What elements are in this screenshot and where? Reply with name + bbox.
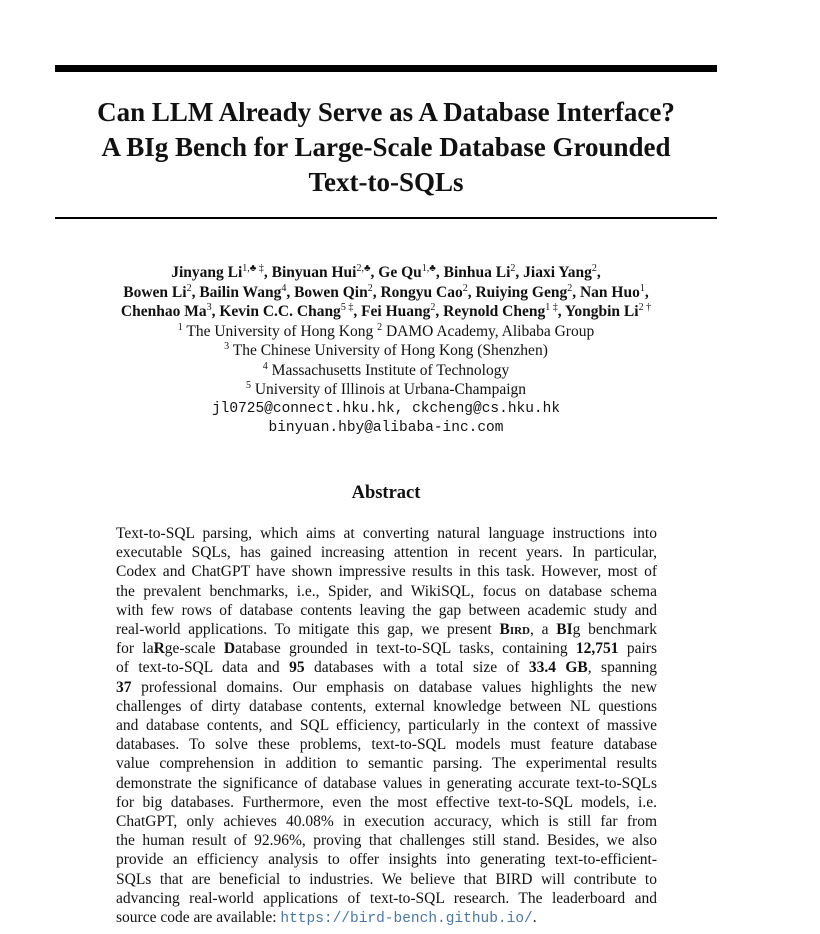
title-line: Can LLM Already Serve as A Database Interface? — [97, 97, 675, 127]
title-line: A BIg Bench for Large-Scale Database Grounded — [101, 132, 671, 162]
abstract-line: executable SQLs, has gained increasing attention in recent years. In particular, — [116, 544, 657, 562]
author-block — [55, 263, 717, 439]
author-sup: 1,♣ ‡ — [242, 262, 264, 274]
author-sup: 2 — [186, 282, 192, 294]
abstract-line — [116, 908, 657, 929]
author-line: Bowen Li$^2$, Bailin Wang$^4$, Bowen Qin$^2$, Rongyu Cao$^2$, Ruiying Geng$^2$, Nan Huo$^1$, — [123, 282, 649, 301]
abstract-line: provide an efficiency analysis to offer insights into generating text-to-efficient- — [116, 851, 657, 869]
text-run: , a — [530, 621, 557, 639]
abstract-line: Codex and ChatGPT have shown impressive results in this task. However, most of — [116, 563, 657, 581]
author-name: Kevin C.C. Chang — [219, 303, 341, 320]
author-sup: 1,♣ — [421, 262, 436, 274]
affiliation: The Chinese University of Hong Kong (Shenzhen) — [232, 342, 548, 359]
affiliation: The University of Hong Kong — [186, 322, 374, 340]
author-sup: 2 — [567, 282, 573, 294]
author-name: Reynold Cheng — [443, 303, 546, 320]
author-sup: 1 ‡ — [545, 301, 558, 313]
abstract-line: challenges of dirty database contents, external knowledge between NL questions — [116, 697, 657, 715]
text-run: databases with a total size of — [304, 659, 529, 677]
author-name: Bailin Wang — [199, 283, 282, 301]
bold-run: 95 — [289, 659, 305, 677]
bold-run: 33.4 GB — [528, 659, 588, 677]
bold-run: 37 — [116, 678, 132, 696]
title-top-rule — [55, 65, 717, 72]
abstract-heading: Abstract — [351, 483, 421, 503]
affiliation-sup: 1 — [177, 321, 183, 333]
author-name: Binhua Li — [443, 264, 511, 281]
text-run: g benchmark — [572, 621, 658, 639]
abstract-line: the prevalent benchmarks, i.e., Spider, and WikiSQL, focus on database schema — [116, 582, 657, 600]
bird-name: Bird — [499, 621, 530, 639]
affiliation-line — [55, 361, 717, 381]
author-sup: 1 — [639, 282, 645, 294]
abstract-line: value comprehension in addition to semantic parsing. The experimental results — [116, 755, 657, 773]
abstract-line: for big databases. Furthermore, even the most effective text-to-SQL models, i.e. — [116, 793, 657, 811]
affiliation-sup: 5 — [245, 379, 251, 391]
email-line: binyuan.hby@alibaba-inc.com — [268, 420, 504, 436]
author-sup: 5 ‡ — [340, 301, 354, 313]
bold-run: D — [223, 640, 236, 658]
project-link[interactable]: https://bird-bench.github.io/ — [280, 911, 533, 928]
author-line: Jinyang $Li^{1,♣ \ddagger}$, Binyuan Hui$^{2,♣}$, Ge $Qu^{1,♣}$, Binhua Li$^2$, Jiaxi Yang$^2$, — [171, 262, 601, 281]
author-sup: 4 — [281, 282, 287, 294]
abstract-line: databases. To solve these problems, text-to-SQL models must feature database — [116, 736, 657, 754]
abstract-body — [116, 524, 657, 929]
abstract-line: and database contents, and SQL efficiency, particularly in the context of massive — [116, 717, 657, 735]
author-sup: 2,♣ — [356, 262, 371, 274]
affiliation-sup: 2 — [377, 321, 383, 333]
text-run: of text-to-SQL data and — [116, 659, 290, 677]
author-sup: 2 — [510, 262, 516, 274]
affiliation: Massachusetts Institute of Technology — [271, 361, 510, 379]
affiliation-line — [55, 322, 717, 342]
author-sup: 2 — [462, 282, 468, 294]
abstract-line — [116, 658, 657, 677]
abstract-line: with few rows of database contents leaving the gap between academic study and — [116, 601, 657, 619]
affiliation-line — [55, 341, 717, 361]
author-name: Ruiying Geng — [475, 283, 568, 301]
author-sup: 2 — [591, 262, 597, 274]
text-run: professional domains. Our emphasis on database values highlights the new — [131, 678, 657, 696]
author-sup: 3 — [206, 301, 212, 313]
author-line: Chenhao Ma$^3$, Kevin C.C. Chang$^{5 \ddagger}$, Fei Huang$^2$, Reynold Cheng$^{1 \ddagger}$, Yongbin $Li^{2 \dagger}$ — [120, 301, 652, 320]
affiliation-sup: 3 — [224, 340, 230, 352]
author-sup: 2 — [367, 282, 373, 294]
abstract-line: Text-to-SQL parsing, which aims at converting natural language instructions into — [116, 525, 657, 542]
author-name: Bowen Qin — [294, 283, 368, 301]
text-run: , spanning — [587, 659, 658, 677]
abstract-line: SQLs that are beneficial to industries. We believe that BIRD will contribute to — [116, 870, 657, 888]
author-name: Chenhao Ma — [120, 303, 207, 320]
author-name: Jiaxi Yang — [523, 264, 592, 281]
text-run: pairs — [618, 640, 657, 658]
affiliation: DAMO Academy, Alibaba Group — [385, 322, 595, 340]
abstract-line: the human result of 92.96%, proving that challenges still stand. Besides, we also — [116, 832, 657, 850]
title-line: Text-to-SQLs — [308, 167, 464, 197]
author-name: Jinyang Li — [171, 264, 243, 281]
author-name: Yongbin Li — [564, 303, 639, 320]
abstract-line: demonstrate the significance of database values in generating accurate text-to-SQLs — [116, 774, 657, 792]
author-name: Binyuan Hui — [271, 264, 357, 281]
title-bottom-rule — [55, 217, 717, 219]
affiliation-sup: 4 — [262, 360, 268, 372]
author-sup: 2 — [430, 301, 436, 313]
email-line: jl0725@connect.hku.hk, ckcheng@cs.hku.hk — [211, 400, 561, 417]
abstract-line — [116, 620, 657, 639]
bold-run: BI — [556, 621, 573, 639]
author-name: Rongyu Cao — [380, 283, 463, 301]
author-name: Ge Qu — [378, 264, 422, 281]
author-sup: 2 † — [638, 301, 652, 313]
affiliation-line — [55, 380, 717, 400]
text-run: atabase grounded in text-to-SQL tasks, containing — [235, 640, 576, 658]
bold-run: 12,751 — [575, 640, 619, 658]
text-run: . — [532, 909, 537, 927]
text-run: ge-scale — [164, 640, 224, 658]
abstract-line: ChatGPT, only achieves 40.08% in execution accuracy, which is still far from — [116, 813, 657, 831]
abstract-line: advancing real-world applications of text-to-SQL research. The leaderboard and — [116, 889, 657, 907]
bold-run: R — [153, 640, 165, 658]
author-name: Nan Huo — [579, 283, 640, 301]
paper-title — [55, 95, 717, 200]
text-run: real-world applications. To mitigate this gap, we present — [116, 621, 500, 639]
author-name: Fei Huang — [361, 303, 431, 320]
author-name: Bowen Li — [123, 283, 187, 301]
affiliation: University of Illinois at Urbana-Champaign — [254, 381, 527, 398]
text-run: source code are available: — [116, 909, 281, 927]
abstract-line — [116, 639, 657, 658]
abstract-line — [116, 678, 657, 697]
text-run: for la — [116, 640, 154, 658]
